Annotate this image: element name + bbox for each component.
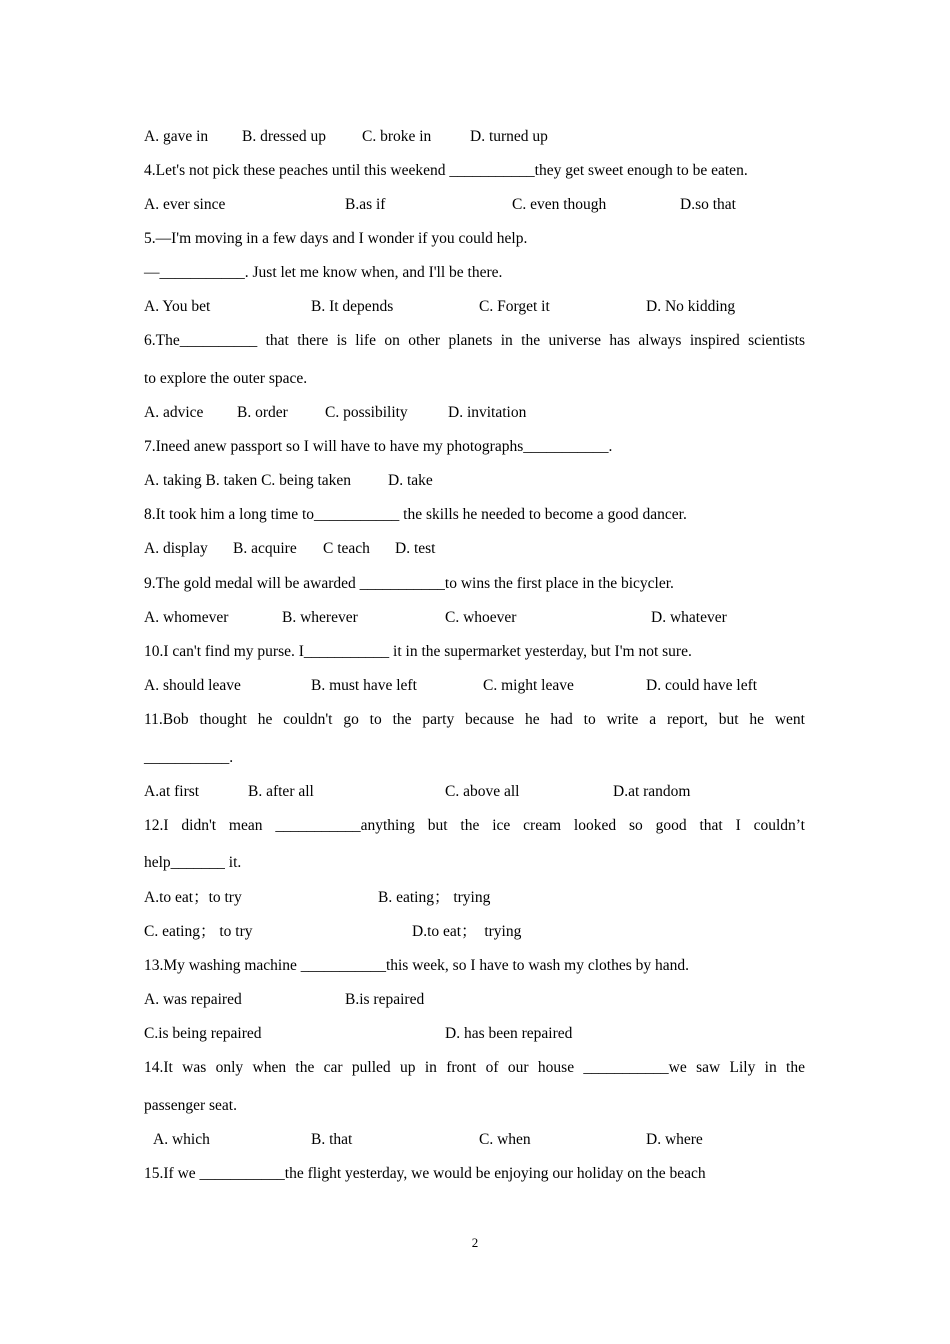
q8-stem: 8.It took him a long time to___________ the skills he needed to become a good dancer. bbox=[144, 506, 687, 523]
q5-option-d: D. No kidding bbox=[646, 298, 736, 315]
q4-option-a: A. ever since bbox=[144, 196, 226, 213]
q3-option-d: D. turned up bbox=[470, 128, 548, 145]
q14-option-a: A. which bbox=[153, 1131, 210, 1148]
q10-option-c: C. might leave bbox=[483, 677, 574, 694]
q8-option-c: C teach bbox=[323, 540, 370, 557]
q11-stem-line-2: ___________. bbox=[144, 749, 234, 766]
q6-stem-line-1: 6.The__________ that there is life on other planets in the universe has always inspired scientists bbox=[144, 332, 805, 349]
q13-option-b: B.is repaired bbox=[345, 991, 425, 1008]
q10-option-d: D. could have left bbox=[646, 677, 758, 694]
q4-option-c: C. even though bbox=[512, 196, 607, 213]
q6-option-d: D. invitation bbox=[448, 404, 527, 421]
q12-stem-line-1: 12.I didn't mean ___________anything but the ice cream looked so good that I couldn’t bbox=[144, 817, 805, 834]
q9-option-d: D. whatever bbox=[651, 609, 727, 626]
q6-stem-line-2: to explore the outer space. bbox=[144, 370, 308, 387]
q6-option-c: C. possibility bbox=[325, 404, 408, 421]
q10-option-b: B. must have left bbox=[311, 677, 417, 694]
q14-option-b: B. that bbox=[311, 1131, 353, 1148]
q5-option-b: B. It depends bbox=[311, 298, 394, 315]
q5-stem-line-2: —___________. Just let me know when, and I'll be there. bbox=[144, 264, 503, 281]
q7-options-abc: A. taking B. taken C. being taken bbox=[144, 472, 352, 489]
q12-stem-line-2: help_______ it. bbox=[144, 854, 242, 871]
q9-option-b: B. wherever bbox=[282, 609, 358, 626]
q12-option-d: D.to eat； trying bbox=[412, 923, 522, 940]
q9-option-a: A. whomever bbox=[144, 609, 229, 626]
q13-option-c: C.is being repaired bbox=[144, 1025, 262, 1042]
q7-stem: 7.Ineed anew passport so I will have to have my photographs___________. bbox=[144, 438, 613, 455]
q4-option-b: B.as if bbox=[345, 196, 386, 213]
q8-option-a: A. display bbox=[144, 540, 208, 557]
q11-option-b: B. after all bbox=[248, 783, 314, 800]
q12-option-c: C. eating； to try bbox=[144, 923, 253, 940]
q11-stem-line-1: 11.Bob thought he couldn't go to the party because he had to write a report, but he went bbox=[144, 711, 805, 728]
q3-option-b: B. dressed up bbox=[242, 128, 326, 145]
q14-option-d: D. where bbox=[646, 1131, 703, 1148]
q13-stem: 13.My washing machine ___________this week, so I have to wash my clothes by hand. bbox=[144, 957, 689, 974]
q3-option-a: A. gave in bbox=[144, 128, 209, 145]
q10-option-a: A. should leave bbox=[144, 677, 241, 694]
q12-option-a: A.to eat；to try bbox=[144, 889, 242, 906]
q8-option-d: D. test bbox=[395, 540, 436, 557]
q6-option-a: A. advice bbox=[144, 404, 204, 421]
q5-option-a: A. You bet bbox=[144, 298, 211, 315]
q11-option-c: C. above all bbox=[445, 783, 520, 800]
q5-stem-line-1: 5.—I'm moving in a few days and I wonder if you could help. bbox=[144, 230, 528, 247]
q9-stem: 9.The gold medal will be awarded ___________to wins the first place in the bicycler. bbox=[144, 575, 674, 592]
q13-option-d: D. has been repaired bbox=[445, 1025, 573, 1042]
q3-option-c: C. broke in bbox=[362, 128, 432, 145]
q15-stem: 15.If we ___________the flight yesterday, we would be enjoying our holiday on the beach bbox=[144, 1165, 706, 1182]
q10-stem: 10.I can't find my purse. I___________ it in the supermarket yesterday, but I'm not sure. bbox=[144, 643, 692, 660]
q9-option-c: C. whoever bbox=[445, 609, 517, 626]
q4-option-d: D.so that bbox=[680, 196, 736, 213]
q14-stem-line-2: passenger seat. bbox=[144, 1097, 237, 1114]
q14-option-c: C. when bbox=[479, 1131, 531, 1148]
q11-option-d: D.at random bbox=[613, 783, 691, 800]
q8-option-b: B. acquire bbox=[233, 540, 297, 557]
q13-option-a: A. was repaired bbox=[144, 991, 242, 1008]
q5-option-c: C. Forget it bbox=[479, 298, 550, 315]
q7-option-d: D. take bbox=[388, 472, 433, 489]
page-number: 2 bbox=[471, 1235, 479, 1250]
q4-stem: 4.Let's not pick these peaches until this weekend ___________they get sweet enough to be eaten. bbox=[144, 162, 748, 179]
q11-option-a: A.at first bbox=[144, 783, 200, 800]
q14-stem-line-1: 14.It was only when the car pulled up in front of our house ___________we saw Lily in the bbox=[144, 1059, 805, 1076]
q12-option-b: B. eating； trying bbox=[378, 889, 491, 906]
q6-option-b: B. order bbox=[237, 404, 288, 421]
